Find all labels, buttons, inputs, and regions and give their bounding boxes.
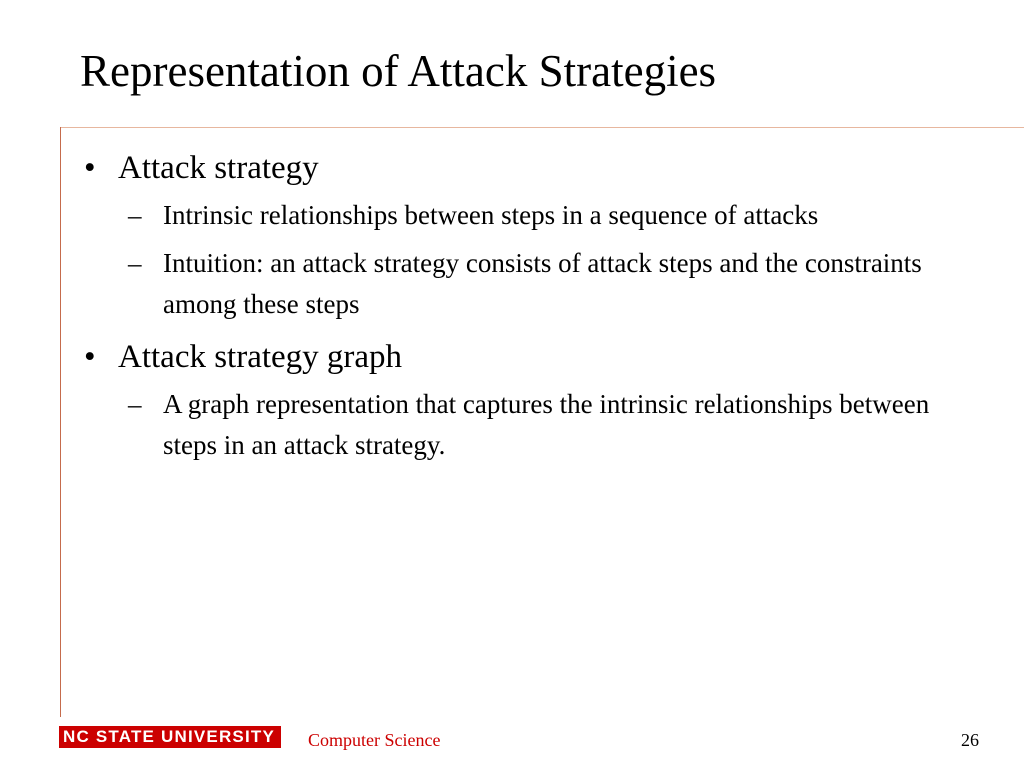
sub-bullet-item: [125, 243, 980, 325]
sub-bullet-item: [125, 384, 980, 466]
sub-bullet-marker: –: [128, 389, 142, 419]
nc-state-university-logo: NC STATE UNIVERSITY: [59, 726, 281, 748]
left-divider: [60, 127, 61, 717]
bullet-text: Attack strategy graph: [118, 339, 403, 375]
bullet-item: [80, 336, 980, 378]
slide-title: Representation of Attack Strategies: [80, 46, 717, 96]
sub-bullet-text: A graph representation that captures the intrinsic relationships between steps in an attack strategy.: [163, 389, 930, 460]
bullet-text: Attack strategy: [118, 150, 319, 186]
bullet-marker: •: [84, 150, 96, 186]
sub-bullet-text: Intrinsic relationships between steps in a sequence of attacks: [163, 200, 819, 230]
bullet-marker: •: [84, 339, 96, 375]
sub-bullet-text: Intuition: an attack strategy consists of attack steps and the constraints among these steps: [163, 248, 922, 319]
sub-bullet-marker: –: [128, 200, 142, 230]
page-number: 26: [961, 730, 979, 750]
sub-bullet-item: [125, 195, 980, 236]
sub-bullet-marker: –: [128, 248, 142, 278]
header-divider: [60, 127, 1024, 128]
slide-content: [80, 147, 980, 473]
department-label: Computer Science: [308, 730, 441, 750]
bullet-item: [80, 147, 980, 189]
